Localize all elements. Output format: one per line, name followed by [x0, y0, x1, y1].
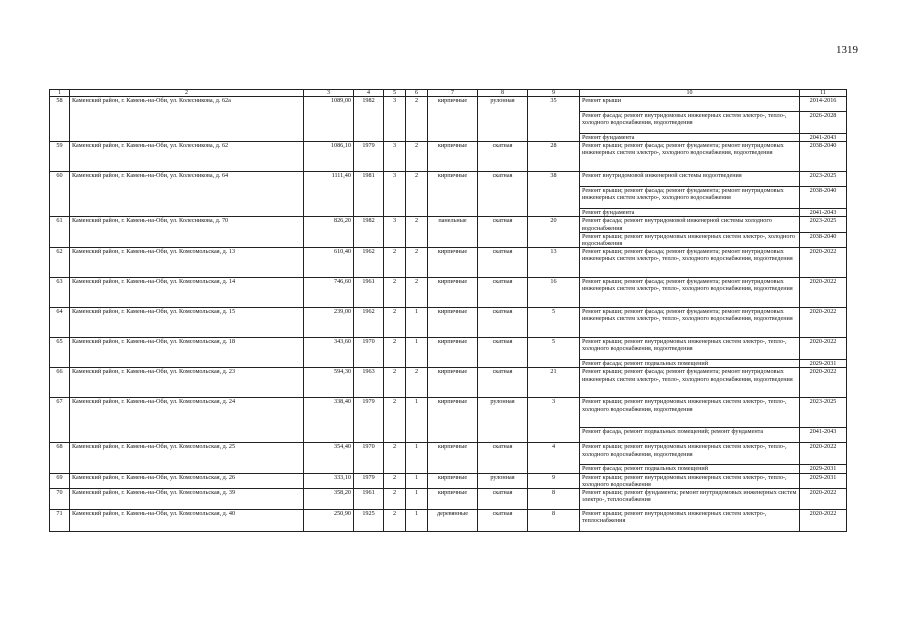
repair-works-cell: Ремонт фасада; ремонт подвальных помещений — [580, 465, 800, 473]
floors-cell: 2 — [384, 510, 406, 532]
repair-works-cell: Ремонт крыши; ремонт фасада; ремонт фундамента; ремонт внутридомовых инженерных систем электро-, тепло-, холодного водоснабжения, водоотведения — [580, 248, 800, 278]
address-cell: Каменский район, г. Камень-на-Оби, ул. Колесникова, д. 64 — [70, 172, 304, 217]
row-number: 63 — [50, 278, 70, 308]
row-number: 62 — [50, 248, 70, 278]
floors-cell: 2 — [384, 398, 406, 443]
entrances-cell: 1 — [406, 308, 428, 338]
table-row — [50, 489, 847, 510]
repair-period-cell: 2023-2025 — [800, 398, 847, 428]
repair-works-cell: Ремонт крыши; ремонт фасада; ремонт фундамента; ремонт внутридомовых инженерных систем электро-, тепло-, холодного водоснабжения, водоотведения — [580, 278, 800, 308]
area-cell: 250,90 — [304, 510, 354, 532]
repair-period-cell: 2026-2028 — [800, 112, 847, 134]
page-number: 1319 — [836, 44, 858, 56]
year-built-cell: 1962 — [354, 248, 384, 278]
entrances-cell: 1 — [406, 398, 428, 443]
year-built-cell: 1962 — [354, 308, 384, 338]
repair-period-cell: 2038-2040 — [800, 232, 847, 247]
repair-period-cell: 2014-2016 — [800, 97, 847, 112]
table-row — [50, 248, 847, 278]
area-cell: 826,20 — [304, 217, 354, 248]
apartments-cell: 4 — [528, 443, 580, 473]
wall-material-cell: кирпичные — [428, 338, 478, 368]
floors-cell: 3 — [384, 217, 406, 248]
address-cell: Каменский район, г. Камень-на-Оби, ул. Комсомольская, д. 26 — [70, 473, 304, 488]
year-built-cell: 1970 — [354, 443, 384, 473]
repair-period-cell: 2041-2043 — [800, 134, 847, 142]
roof-type-cell: скатная — [478, 172, 528, 217]
year-built-cell: 1981 — [354, 172, 384, 217]
apartments-cell: 16 — [528, 278, 580, 308]
year-built-cell: 1961 — [354, 489, 384, 510]
column-header: 4 — [354, 90, 384, 97]
table-row — [50, 278, 847, 308]
repair-period-cell: 2020-2022 — [800, 489, 847, 510]
column-header: 7 — [428, 90, 478, 97]
address-cell: Каменский район, г. Камень-на-Оби, ул. Колесникова, д. 62 — [70, 142, 304, 172]
roof-type-cell: скатная — [478, 510, 528, 532]
row-number: 60 — [50, 172, 70, 217]
repair-period-cell: 2038-2040 — [800, 187, 847, 209]
roof-type-cell: рулонная — [478, 97, 528, 142]
year-built-cell: 1979 — [354, 473, 384, 488]
repair-works-cell: Ремонт крыши; ремонт фасада; ремонт фундамента; ремонт внутридомовых инженерных систем электро-, холодного водоснабжения — [580, 187, 800, 209]
address-cell: Каменский район, г. Камень-на-Оби, ул. Колесникова, д. 62а — [70, 97, 304, 142]
apartments-cell: 35 — [528, 97, 580, 142]
entrances-cell: 1 — [406, 338, 428, 368]
wall-material-cell: кирпичные — [428, 278, 478, 308]
repair-period-cell: 2020-2022 — [800, 443, 847, 465]
entrances-cell: 2 — [406, 278, 428, 308]
repair-period-cell: 2020-2022 — [800, 368, 847, 398]
floors-cell: 2 — [384, 308, 406, 338]
address-cell: Каменский район, г. Камень-на-Оби, ул. Комсомольская, д. 15 — [70, 308, 304, 338]
row-number: 66 — [50, 368, 70, 398]
repair-works-cell: Ремонт крыши; ремонт фасада; ремонт фундамента; ремонт внутридомовых инженерных систем электро-, тепло-, холодного водоснабжения, водоотведения — [580, 308, 800, 338]
year-built-cell: 1982 — [354, 217, 384, 248]
row-number: 65 — [50, 338, 70, 368]
column-header: 2 — [70, 90, 304, 97]
column-header: 9 — [528, 90, 580, 97]
wall-material-cell: деревянные — [428, 510, 478, 532]
repair-works-cell: Ремонт фасада; ремонт внутридомовой инженерной системы холодного водоснабжения — [580, 217, 800, 232]
column-header: 11 — [800, 90, 847, 97]
area-cell: 610,40 — [304, 248, 354, 278]
year-built-cell: 1963 — [354, 368, 384, 398]
table-row — [50, 338, 847, 360]
floors-cell: 2 — [384, 278, 406, 308]
repair-works-cell: Ремонт крыши; ремонт внутридомовых инженерных систем электро-, холодного водоснабжения — [580, 232, 800, 247]
wall-material-cell: панельные — [428, 217, 478, 248]
table-row — [50, 97, 847, 112]
year-built-cell: 1961 — [354, 278, 384, 308]
area-cell: 594,30 — [304, 368, 354, 398]
area-cell: 1111,40 — [304, 172, 354, 217]
table-body — [50, 90, 847, 532]
roof-type-cell: скатная — [478, 368, 528, 398]
wall-material-cell: кирпичные — [428, 97, 478, 142]
wall-material-cell: кирпичные — [428, 443, 478, 473]
floors-cell: 2 — [384, 443, 406, 473]
repair-period-cell: 2023-2025 — [800, 172, 847, 187]
entrances-cell: 2 — [406, 142, 428, 172]
row-number: 70 — [50, 489, 70, 510]
column-header: 10 — [580, 90, 800, 97]
entrances-cell: 1 — [406, 473, 428, 488]
apartments-cell: 38 — [528, 172, 580, 217]
repair-works-cell: Ремонт внутридомовой инженерной системы водоотведения — [580, 172, 800, 187]
repair-works-cell: Ремонт крыши; ремонт внутридомовых инженерных систем электро-, тепло-, холодного водоснабжения, водоотведения — [580, 443, 800, 465]
address-cell: Каменский район, г. Камень-на-Оби, ул. Комсомольская, д. 40 — [70, 510, 304, 532]
repair-period-cell: 2020-2022 — [800, 338, 847, 360]
apartments-cell: 8 — [528, 510, 580, 532]
floors-cell: 2 — [384, 473, 406, 488]
row-number: 61 — [50, 217, 70, 248]
repair-period-cell: 2038-2040 — [800, 142, 847, 172]
apartments-cell: 5 — [528, 308, 580, 338]
year-built-cell: 1982 — [354, 97, 384, 142]
row-number: 68 — [50, 443, 70, 473]
table-row — [50, 510, 847, 532]
repair-period-cell: 2023-2025 — [800, 217, 847, 232]
area-cell: 1086,10 — [304, 142, 354, 172]
row-number: 69 — [50, 473, 70, 488]
roof-type-cell: скатная — [478, 278, 528, 308]
column-header: 8 — [478, 90, 528, 97]
apartments-cell: 8 — [528, 489, 580, 510]
table-row — [50, 473, 847, 488]
apartments-cell: 5 — [528, 338, 580, 368]
area-cell: 746,60 — [304, 278, 354, 308]
column-header: 1 — [50, 90, 70, 97]
address-cell: Каменский район, г. Камень-на-Оби, ул. Колесникова, д. 70 — [70, 217, 304, 248]
entrances-cell: 2 — [406, 97, 428, 142]
wall-material-cell: кирпичные — [428, 398, 478, 443]
repair-works-cell: Ремонт фасада; ремонт подвальных помещений — [580, 360, 800, 368]
year-built-cell: 1970 — [354, 338, 384, 368]
address-cell: Каменский район, г. Камень-на-Оби, ул. Комсомольская, д. 39 — [70, 489, 304, 510]
repair-works-cell: Ремонт крыши; ремонт фасада; ремонт фундамента; ремонт внутридомовых инженерных систем электро-, холодного водоснабжения, водоотведения — [580, 142, 800, 172]
roof-type-cell: скатная — [478, 443, 528, 473]
repair-works-cell: Ремонт крыши; ремонт внутридомовых инженерных систем электро-, тепло-, холодного водоснабжения — [580, 473, 800, 488]
housing-repair-table — [49, 89, 847, 532]
repair-period-cell: 2020-2022 — [800, 248, 847, 278]
roof-type-cell: рулонная — [478, 473, 528, 488]
wall-material-cell: кирпичные — [428, 473, 478, 488]
entrances-cell: 2 — [406, 172, 428, 217]
roof-type-cell: скатная — [478, 217, 528, 248]
roof-type-cell: скатная — [478, 489, 528, 510]
address-cell: Каменский район, г. Камень-на-Оби, ул. Комсомольская, д. 25 — [70, 443, 304, 473]
roof-type-cell: скатная — [478, 142, 528, 172]
floors-cell: 2 — [384, 248, 406, 278]
floors-cell: 3 — [384, 142, 406, 172]
year-built-cell: 1979 — [354, 142, 384, 172]
area-cell: 358,20 — [304, 489, 354, 510]
row-number: 64 — [50, 308, 70, 338]
area-cell: 333,10 — [304, 473, 354, 488]
entrances-cell: 2 — [406, 248, 428, 278]
wall-material-cell: кирпичные — [428, 142, 478, 172]
apartments-cell: 28 — [528, 142, 580, 172]
table-row — [50, 308, 847, 338]
table-row — [50, 398, 847, 428]
address-cell: Каменский район, г. Камень-на-Оби, ул. Комсомольская, д. 23 — [70, 368, 304, 398]
row-number: 58 — [50, 97, 70, 142]
floors-cell: 2 — [384, 338, 406, 368]
repair-works-cell: Ремонт крыши — [580, 97, 800, 112]
wall-material-cell: кирпичные — [428, 248, 478, 278]
area-cell: 338,40 — [304, 398, 354, 443]
wall-material-cell: кирпичные — [428, 172, 478, 217]
repair-works-cell: Ремонт фасада, ремонт подвальных помещений; ремонт фундамента — [580, 428, 800, 443]
repair-works-cell: Ремонт фундамента — [580, 209, 800, 217]
table-row — [50, 217, 847, 232]
row-number: 59 — [50, 142, 70, 172]
apartments-cell: 20 — [528, 217, 580, 248]
year-built-cell: 1925 — [354, 510, 384, 532]
entrances-cell: 1 — [406, 489, 428, 510]
table-row — [50, 443, 847, 465]
address-cell: Каменский район, г. Камень-на-Оби, ул. Комсомольская, д. 13 — [70, 248, 304, 278]
row-number: 67 — [50, 398, 70, 443]
table-row — [50, 172, 847, 187]
repair-works-cell: Ремонт крыши; ремонт внутридомовых инженерных систем электро-, тепло-, холодного водоснабжения, водоотведения — [580, 338, 800, 360]
repair-period-cell: 2020-2022 — [800, 278, 847, 308]
table-row — [50, 142, 847, 172]
repair-works-cell: Ремонт фундамента — [580, 134, 800, 142]
roof-type-cell: рулонная — [478, 398, 528, 443]
floors-cell: 3 — [384, 172, 406, 217]
repair-period-cell: 2029-2031 — [800, 360, 847, 368]
roof-type-cell: скатная — [478, 338, 528, 368]
table-row — [50, 368, 847, 398]
repair-works-cell: Ремонт крыши; ремонт фасада; ремонт фундамента; ремонт внутридомовых инженерных систем электро-, тепло-, холодного водоснабжения, водоотведения — [580, 368, 800, 398]
column-header: 6 — [406, 90, 428, 97]
area-cell: 343,60 — [304, 338, 354, 368]
area-cell: 1089,00 — [304, 97, 354, 142]
entrances-cell: 1 — [406, 510, 428, 532]
apartments-cell: 3 — [528, 398, 580, 443]
apartments-cell: 13 — [528, 248, 580, 278]
entrances-cell: 2 — [406, 368, 428, 398]
row-number: 71 — [50, 510, 70, 532]
wall-material-cell: кирпичные — [428, 368, 478, 398]
address-cell: Каменский район, г. Камень-на-Оби, ул. Комсомольская, д. 14 — [70, 278, 304, 308]
address-cell: Каменский район, г. Камень-на-Оби, ул. Комсомольская, д. 18 — [70, 338, 304, 368]
entrances-cell: 1 — [406, 443, 428, 473]
repair-period-cell: 2041-2043 — [800, 428, 847, 443]
repair-works-cell: Ремонт крыши; ремонт фундамента; ремонт внутридомовых инженерных систем электро-, теплоснабжения — [580, 489, 800, 510]
repair-period-cell: 2029-2031 — [800, 473, 847, 488]
apartments-cell: 21 — [528, 368, 580, 398]
area-cell: 239,00 — [304, 308, 354, 338]
wall-material-cell: кирпичные — [428, 308, 478, 338]
repair-period-cell: 2029-2031 — [800, 465, 847, 473]
roof-type-cell: скатная — [478, 248, 528, 278]
column-header: 3 — [304, 90, 354, 97]
column-header: 5 — [384, 90, 406, 97]
roof-type-cell: скатная — [478, 308, 528, 338]
floors-cell: 3 — [384, 97, 406, 142]
column-number-row — [50, 90, 847, 97]
address-cell: Каменский район, г. Камень-на-Оби, ул. Комсомольская, д. 24 — [70, 398, 304, 443]
floors-cell: 2 — [384, 489, 406, 510]
repair-period-cell: 2041-2043 — [800, 209, 847, 217]
repair-works-cell: Ремонт крыши; ремонт внутридомовых инженерных систем электро-, теплоснабжения — [580, 510, 800, 532]
floors-cell: 2 — [384, 368, 406, 398]
repair-period-cell: 2020-2022 — [800, 308, 847, 338]
year-built-cell: 1979 — [354, 398, 384, 443]
repair-period-cell: 2020-2022 — [800, 510, 847, 532]
entrances-cell: 2 — [406, 217, 428, 248]
repair-works-cell: Ремонт фасада; ремонт внутридомовых инженерных систем электро-, тепло-, холодного водоснабжения, водоотведения — [580, 112, 800, 134]
wall-material-cell: кирпичные — [428, 489, 478, 510]
apartments-cell: 9 — [528, 473, 580, 488]
area-cell: 354,40 — [304, 443, 354, 473]
repair-works-cell: Ремонт крыши; ремонт внутридомовых инженерных систем электро-, тепло-, холодного водоснабжения, водоотведения — [580, 398, 800, 428]
